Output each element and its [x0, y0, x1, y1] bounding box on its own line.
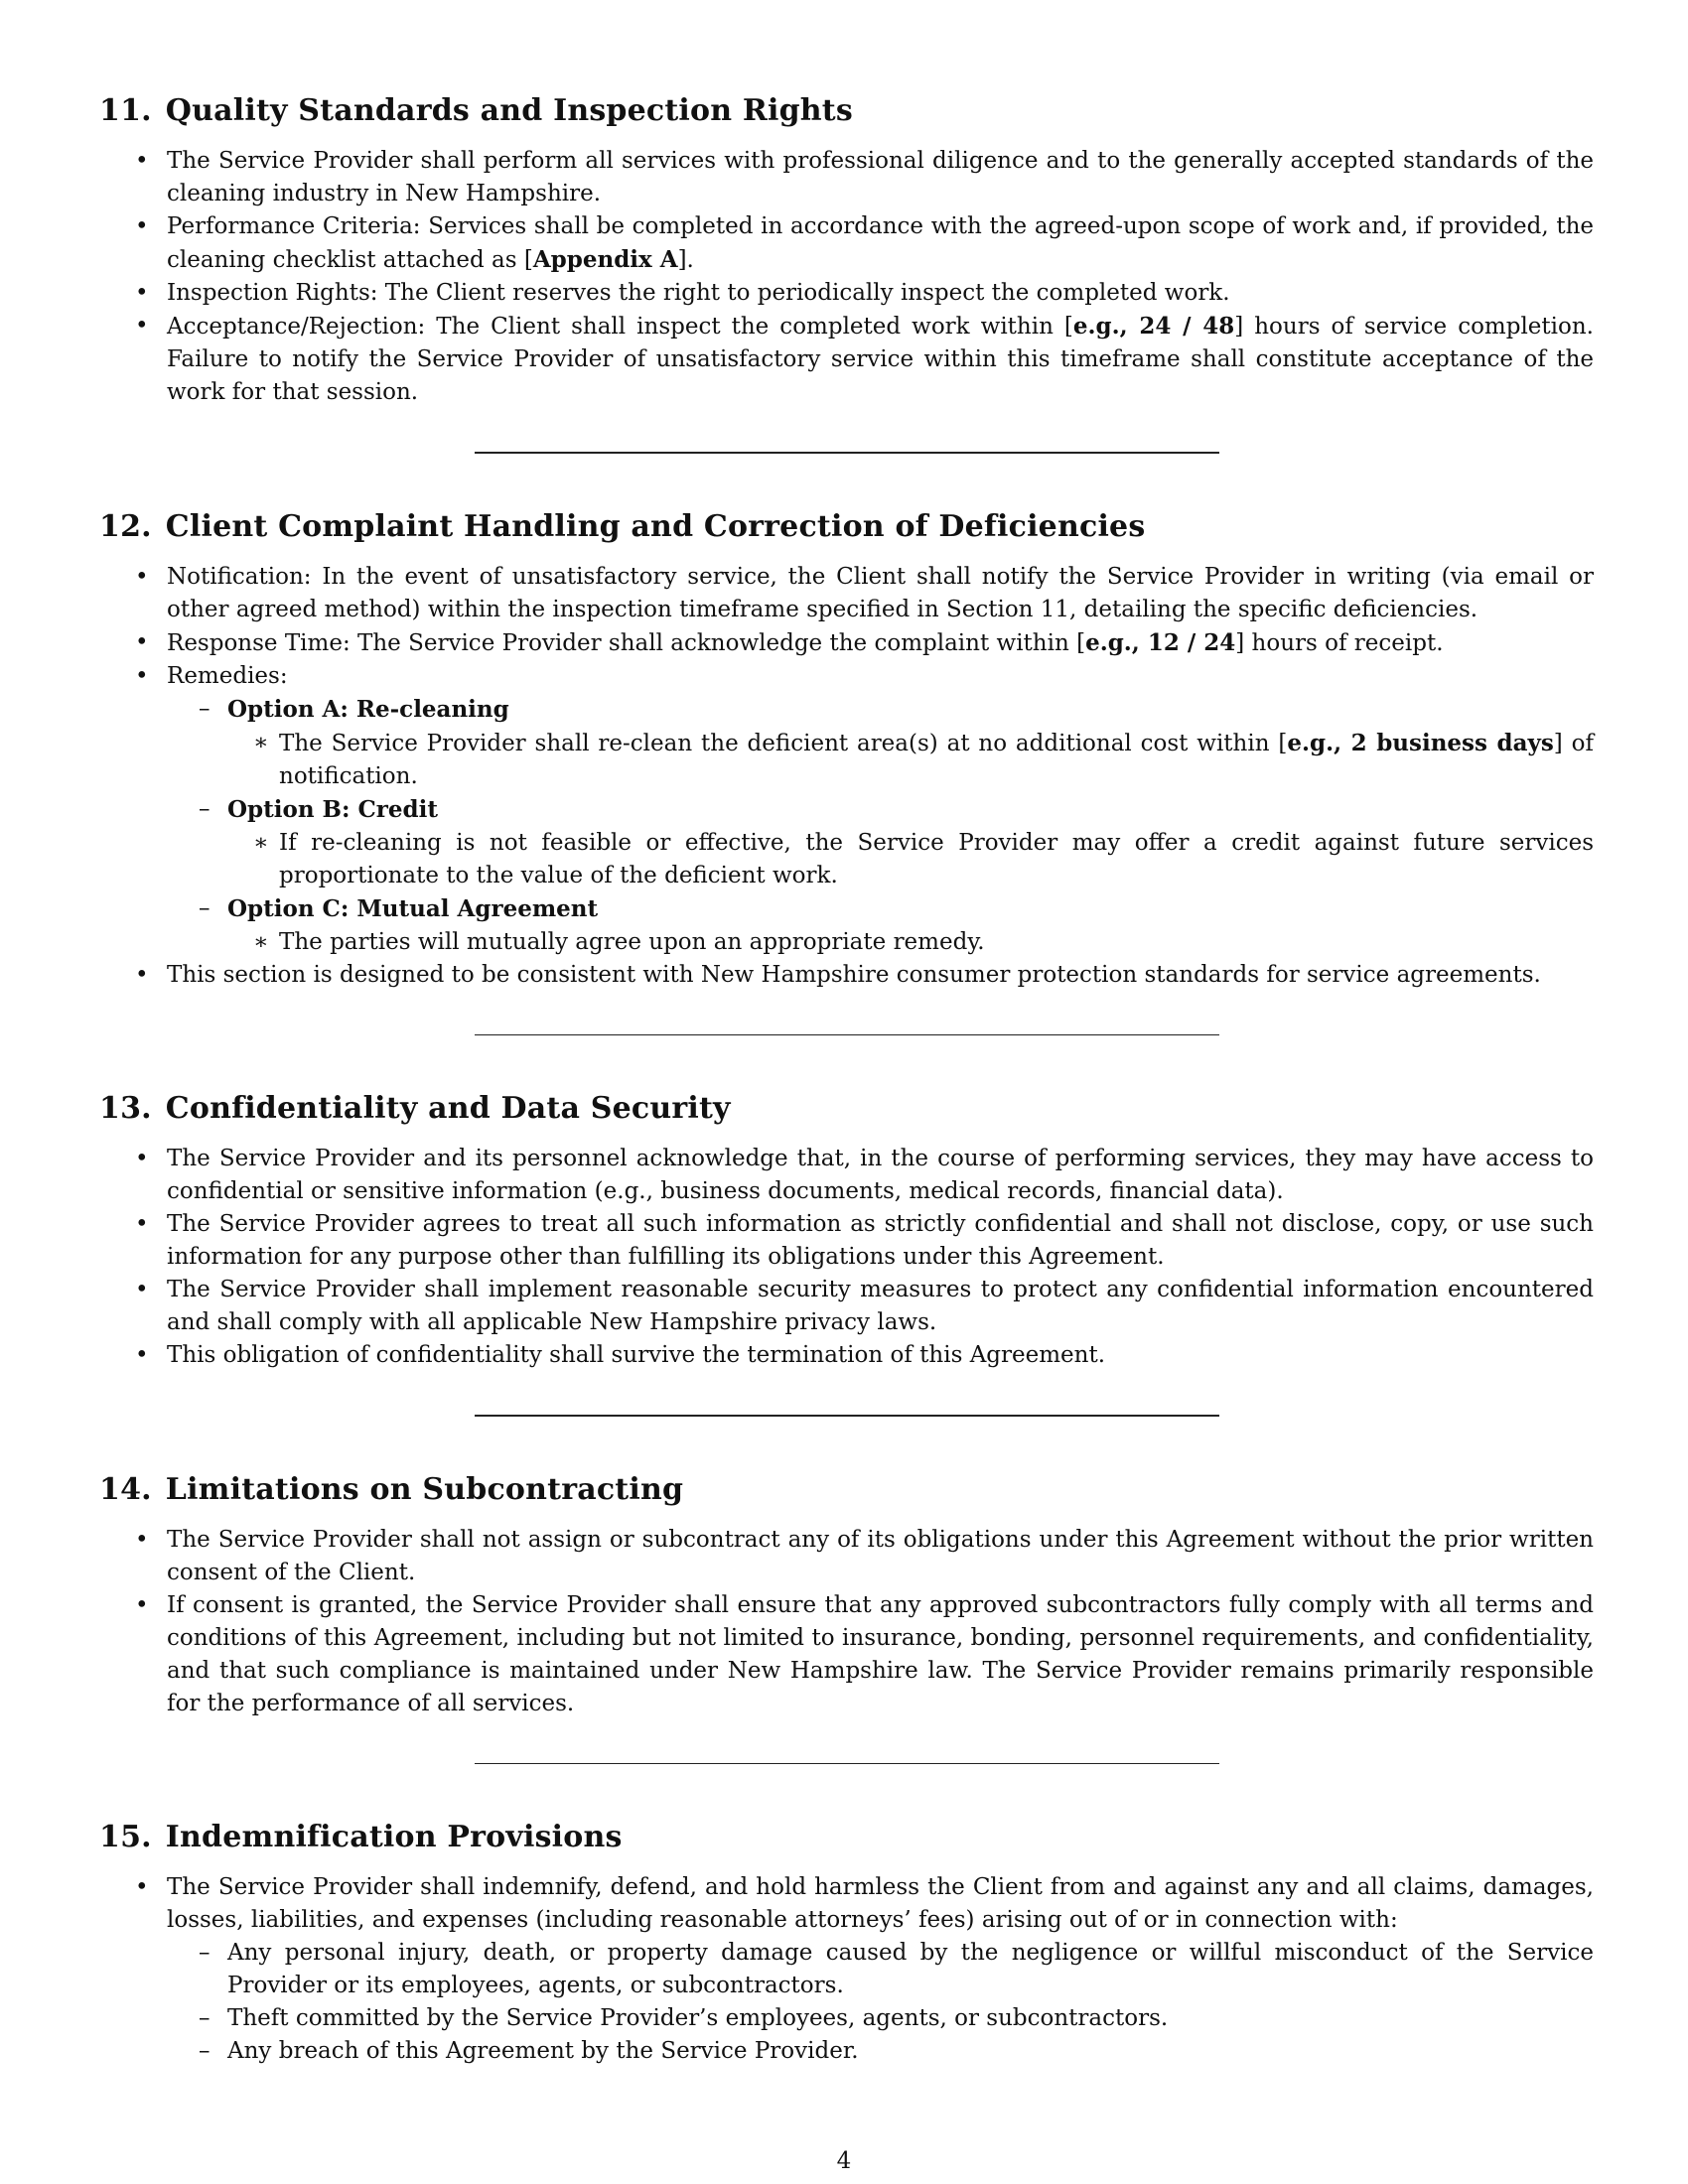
option-heading: Option B: Credit — [227, 796, 438, 823]
section-heading — [99, 1470, 1594, 1510]
list-item-text: The Service Provider shall implement reasonable security measures to protect any confidential information encountered and shall comply with all applicable New Hampshire privacy laws. — [167, 1277, 1594, 1335]
list-item-text: Acceptance/Rejection: The Client shall inspect the completed work within [ — [167, 314, 1073, 340]
sub-sub-list-item — [227, 827, 1594, 892]
list-item — [99, 561, 1594, 626]
list-item — [99, 210, 1594, 277]
section-title: Confidentiality and Data Security — [165, 1091, 731, 1126]
sub-list — [167, 1937, 1594, 2068]
list-item-text: The Service Provider shall not assign or subcontract any of its obligations under this Agreement without the prior written consent of the Client. — [167, 1527, 1594, 1585]
list-item — [99, 1274, 1594, 1339]
list-item-text: Theft committed by the Service Provider’s employees, agents, or subcontractors. — [227, 2005, 1169, 2031]
section-14 — [99, 1470, 1594, 1720]
list-item — [99, 1589, 1594, 1720]
list-item-text: ]. — [677, 247, 694, 273]
sub-sub-list — [227, 827, 1594, 892]
bullet-list — [99, 145, 1594, 409]
sub-list-item — [167, 892, 1594, 959]
list-item-text: Performance Criteria: Services shall be completed in accordance with the agreed-upon scope of work and, if provided, the cleaning checklist attached as [ — [167, 213, 1594, 273]
section-divider — [475, 1415, 1219, 1417]
sub-list-item — [167, 2002, 1594, 2035]
list-item — [99, 626, 1594, 660]
sub-list-item — [167, 693, 1594, 793]
section-number: 12. — [99, 509, 152, 544]
section-heading — [99, 507, 1594, 547]
section-15 — [99, 1818, 1594, 2068]
list-item-text: Response Time: The Service Provider shall acknowledge the complaint within [ — [167, 630, 1086, 656]
list-item-text: If re-cleaning is not feasible or effective, the Service Provider may offer a credit against future services proportionate to the value of the deficient work. — [279, 830, 1594, 888]
list-item-text: ] hours of receipt. — [1235, 630, 1444, 656]
section-heading — [99, 1818, 1594, 1857]
list-item-text: If consent is granted, the Service Provider shall ensure that any approved subcontractors fully comply with all terms and conditions of this Agreement, including but not limited to insurance, bonding, personnel requirements, and confidentiality, and that such compliance is maintained under New Hampshire law. The Service Provider remains primarily responsible for the performance of all services. — [167, 1592, 1594, 1716]
list-item-text: Any personal injury, death, or property damage caused by the negligence or willful misconduct of the Service Provider or its employees, agents, or subcontractors. — [227, 1940, 1594, 1998]
option-heading: Option A: Re-cleaning — [227, 696, 509, 723]
list-item-text: The Service Provider and its personnel acknowledge that, in the course of performing services, they may have access to confidential or sensitive information (e.g., business documents, medical records, financial data). — [167, 1146, 1594, 1204]
sub-sub-list — [227, 926, 1594, 959]
list-item-text: ] of notification. — [279, 731, 1594, 789]
list-item-text: Remedies: — [167, 663, 288, 689]
section-title: Client Complaint Handling and Correction of Deficiencies — [165, 509, 1146, 544]
option-heading: Option C: Mutual Agreement — [227, 895, 599, 922]
list-item — [99, 1339, 1594, 1372]
placeholder-bold: e.g., 24 / 48 — [1072, 313, 1235, 340]
page-number: 4 — [836, 2148, 852, 2174]
bullet-list — [99, 1524, 1594, 1720]
list-item-text: Inspection Rights: The Client reserves the right to periodically inspect the completed work. — [167, 280, 1230, 306]
list-item-text: Notification: In the event of unsatisfactory service, the Client shall notify the Service Provider in writing (via email or other agreed method) within the inspection timeframe specified in Section 11, detailing the specific deficiencies. — [167, 564, 1594, 622]
bullet-list — [99, 561, 1594, 992]
list-item-text: The Service Provider shall indemnify, defend, and hold harmless the Client from and against any and all claims, damages, losses, liabilities, and expenses (including reasonable attorneys’ fees) arising out of or in connection with: — [167, 1874, 1594, 1933]
sub-list-item — [167, 1937, 1594, 2002]
section-number: 13. — [99, 1091, 152, 1126]
sub-list-item — [167, 793, 1594, 892]
sub-list — [167, 693, 1594, 959]
list-item — [99, 310, 1594, 409]
sub-sub-list-item — [227, 926, 1594, 959]
list-item — [99, 145, 1594, 210]
sub-sub-list — [227, 727, 1594, 793]
section-divider — [475, 1763, 1219, 1764]
section-number: 15. — [99, 1820, 152, 1854]
bullet-list — [99, 1871, 1594, 2068]
list-item-text: The parties will mutually agree upon an appropriate remedy. — [279, 929, 985, 955]
section-heading — [99, 1089, 1594, 1129]
list-item — [99, 1208, 1594, 1274]
list-item — [99, 277, 1594, 310]
section-11 — [99, 91, 1594, 409]
list-item — [99, 959, 1594, 992]
section-divider — [475, 1034, 1219, 1035]
section-13 — [99, 1089, 1594, 1372]
section-title: Indemnification Provisions — [165, 1820, 623, 1854]
section-title: Limitations on Subcontracting — [165, 1472, 684, 1507]
page-content — [99, 91, 1594, 2068]
list-item-text: This section is designed to be consistent with New Hampshire consumer protection standards for service agreements. — [167, 962, 1541, 988]
list-item-text: The Service Provider agrees to treat all such information as strictly confidential and shall not disclose, copy, or use such information for any purpose other than fulfilling its obligations under this Agreement. — [167, 1211, 1594, 1270]
list-item — [99, 660, 1594, 959]
sub-sub-list-item — [227, 727, 1594, 793]
list-item-text: The Service Provider shall re-clean the deficient area(s) at no additional cost within [ — [279, 731, 1288, 756]
section-12 — [99, 507, 1594, 992]
section-divider — [475, 452, 1219, 454]
list-item-text: The Service Provider shall perform all services with professional diligence and to the generally accepted standards of the cleaning industry in New Hampshire. — [167, 148, 1594, 206]
list-item — [99, 1524, 1594, 1589]
list-item — [99, 1143, 1594, 1208]
placeholder-bold: e.g., 12 / 24 — [1085, 629, 1236, 656]
sub-list-item — [167, 2035, 1594, 2068]
placeholder-bold: e.g., 2 business days — [1287, 730, 1554, 756]
section-heading — [99, 91, 1594, 131]
section-number: 14. — [99, 1472, 152, 1507]
placeholder-bold: Appendix A — [532, 246, 678, 273]
section-title: Quality Standards and Inspection Rights — [165, 93, 853, 128]
list-item-text: Any breach of this Agreement by the Service Provider. — [227, 2038, 859, 2064]
section-number: 11. — [99, 93, 152, 128]
list-item-text: This obligation of confidentiality shall survive the termination of this Agreement. — [167, 1342, 1106, 1368]
list-item — [99, 1871, 1594, 2068]
list-item-text: ] hours of service completion. Failure to notify the Service Provider of unsatisfactory service within this timeframe shall constitute acceptance of the work for that session. — [167, 314, 1594, 405]
bullet-list — [99, 1143, 1594, 1372]
